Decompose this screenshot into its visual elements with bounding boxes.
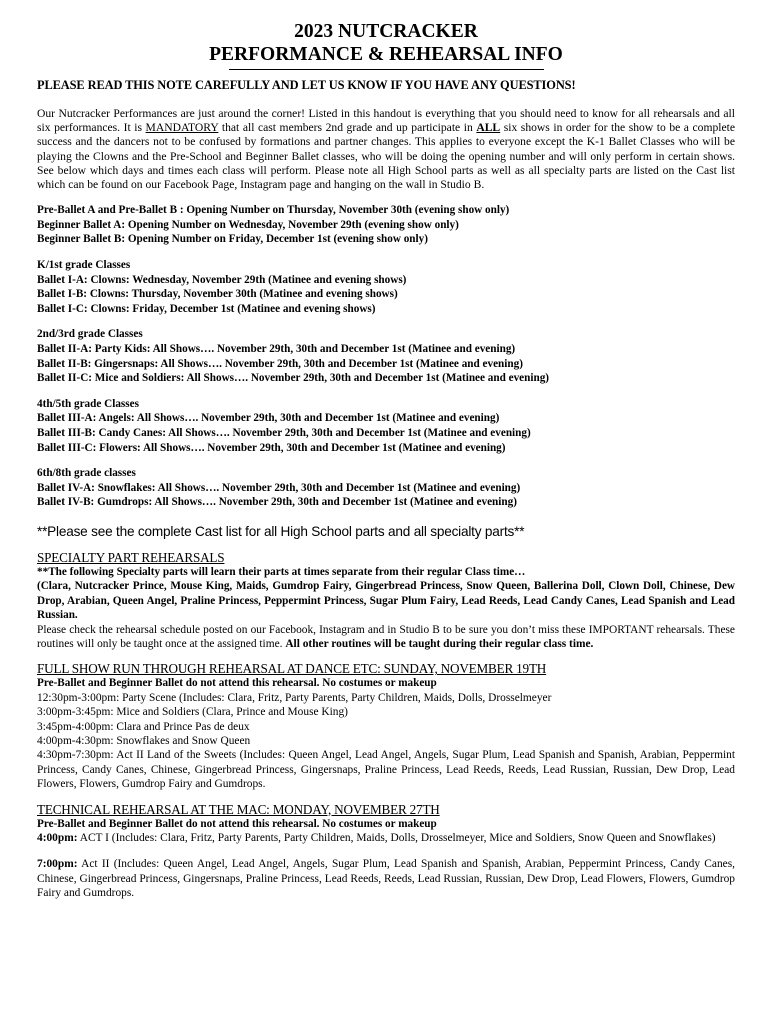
full-show-note: Pre-Ballet and Beginner Ballet do not attend this rehearsal. No costumes or makeup [37,677,437,690]
all-word: ALL [476,121,501,135]
specialty-schedule-text: Please check the rehearsal schedule posted on our Facebook, Instagram and in Studio B to be sure you don’t miss these IMPORTANT rehearsals. These routines will only be taught once at the assigned time. [37,623,735,650]
notice-heading: PLEASE READ THIS NOTE CAREFULLY AND LET US KNOW IF YOU HAVE ANY QUESTIONS! [37,78,576,92]
class-line: Beginner Ballet A: Opening Number on Wednesday, November 29th (evening show only) [37,218,459,231]
class-line: Ballet IV-A: Snowflakes: All Shows…. November 29th, 30th and December 1st (Matinee and evening) [37,481,521,494]
specialty-parts-list: (Clara, Nutcracker Prince, Mouse King, Maids, Gumdrop Fairy, Gingerbread Princess, Snow Queen, Ballerina Doll, Clown Doll, Chinese, Dew Drop, Arabian, Queen Angel, Praline Princess, Peppermint Princess, Sugar Plum Fairy, Lead Reeds, Lead Candy Canes, Lead Spanish and Lead Russian. [37,580,735,622]
document-title [37,20,735,66]
title-line-2: PERFORMANCE & REHEARSAL INFO [209,44,563,65]
schedule-item: 3:45pm-4:00pm: Clara and Prince Pas de deux [37,720,250,733]
intro-text-2: that all cast members 2nd grade and up participate in [218,121,477,135]
act-2-time: 7:00pm: [37,858,78,871]
class-line: Ballet I-A: Clowns: Wednesday, November 29th (Matinee and evening shows) [37,273,407,286]
technical-heading: TECHNICAL REHEARSAL AT THE MAC: MONDAY, NOVEMBER 27TH [37,801,440,817]
intro-paragraph [37,107,735,192]
title-divider [229,69,544,74]
class-line: Beginner Ballet B: Opening Number on Friday, December 1st (evening show only) [37,233,428,246]
specialty-class-note: All other routines will be taught during their regular class time. [285,637,594,650]
schedule-item: 3:00pm-3:45pm: Mice and Soldiers (Clara, Prince and Mouse King) [37,706,348,719]
class-line: Ballet III-C: Flowers: All Shows…. November 29th, 30th and December 1st (Matinee and evening) [37,441,506,454]
specialty-section [37,550,735,651]
schedule-item: 4:30pm-7:30pm: Act II Land of the Sweets (Includes: Queen Angel, Lead Angel, Angels, Sugar Plum, Lead Spanish and Spanish, Arabian, Peppermint Princess, Candy Canes, Chinese, Gingerbread Princess, Gingersnaps, Praline Princess, Lead Reeds, Reeds, Lead Russian, Russian, Dew Drop, Lead Flowers, Flowers, Gumdrop Fairy and Gumdrops. [37,749,735,791]
intro-text-1: Our Nutcracker Performances are just around the corner! Listed in this handout is everything that you should need to know for all rehearsals and all six performances. It is [37,107,735,135]
class-group-heading: K/1st grade Classes [37,259,131,271]
class-line: Ballet I-B: Clowns: Thursday, November 30th (Matinee and evening shows) [37,288,398,301]
class-group-heading: 6th/8th grade classes [37,467,136,480]
class-group-k1 [37,258,735,316]
schedule-item: 4:00pm-4:30pm: Snowflakes and Snow Queen [37,734,251,747]
class-line: Ballet II-C: Mice and Soldiers: All Shows…. November 29th, 30th and December 1st (Matinee and evening) [37,372,550,385]
act-1-text: ACT I (Includes: Clara, Fritz, Party Parents, Party Children, Maids, Dolls, Drosselmeyer, Mice and Soldiers, Snow Queen and Snowflakes) [77,832,716,844]
technical-section [37,802,735,901]
document-page [37,20,735,901]
intro-text-3: six shows in order for the show to be a complete success and the dancers not to be confused by formations and partner changes. This applies to everyone except the K-1 Ballet Classes who will be playing the Clowns and the Pre-School and Beginner Ballet classes, who will be doing the opening number and will only perform in certain shows. See below which days and times each class will perform. Please note all High School parts as well as all specialty parts are listed on the Cast list which can be found on our Facebook Page, Instagram page and hanging on the wall in Studio B. [37,121,735,192]
class-group-4-5 [37,397,735,455]
mandatory-word: MANDATORY [145,121,219,135]
class-line: Ballet II-A: Party Kids: All Shows…. November 29th, 30th and December 1st (Matinee and evening) [37,342,516,355]
act-2-text: Act II (Includes: Queen Angel, Lead Angel, Angels, Sugar Plum, Lead Spanish and Spanish, Arabian, Peppermint Princess, Candy Canes, Chinese, Gingerbread Princess, Gingersnaps, Praline Princess, Lead Reeds, Reeds, Lead Russian, Russian, Dew Drop, Lead Flowers, Flowers, Gumdrop Fairy and Gumdrops. [37,858,735,900]
cast-list-note: **Please see the complete Cast list for all High School parts and all specialty parts** [37,523,525,539]
specialty-intro: **The following Specialty parts will learn their parts at times separate from their regular Class time… [37,565,526,578]
specialty-details [37,623,735,652]
technical-note: Pre-Ballet and Beginner Ballet do not attend this rehearsal. No costumes or makeup [37,817,437,830]
class-line: Ballet I-C: Clowns: Friday, December 1st (Matinee and evening shows) [37,302,376,315]
class-line: Ballet III-B: Candy Canes: All Shows…. November 29th, 30th and December 1st (Matinee and evening) [37,426,531,439]
class-group-2-3 [37,327,735,385]
class-group-6-8 [37,466,735,510]
spacer [37,845,735,857]
class-line: Ballet II-B: Gingersnaps: All Shows…. November 29th, 30th and December 1st (Matinee and evening) [37,357,523,370]
class-line: Ballet III-A: Angels: All Shows…. November 29th, 30th and December 1st (Matinee and evening) [37,412,500,425]
schedule-item: 12:30pm-3:00pm: Party Scene (Includes: Clara, Fritz, Party Parents, Party Children, Maids, Dolls, Drosselmeyer [37,691,552,704]
full-show-section [37,661,735,791]
class-group-heading: 4th/5th grade Classes [37,397,139,410]
class-group-opening [37,203,735,247]
class-line: Pre-Ballet A and Pre-Ballet B : Opening Number on Thursday, November 30th (evening show only) [37,204,510,217]
full-show-heading: FULL SHOW RUN THROUGH REHEARSAL AT DANCE ETC: SUNDAY, NOVEMBER 19TH [37,661,547,677]
technical-act-2 [37,857,735,900]
title-line-1: 2023 NUTCRACKER [294,21,478,42]
technical-act-1 [37,831,735,845]
act-1-time: 4:00pm: [37,832,78,844]
specialty-heading: SPECIALTY PART REHEARSALS [37,549,225,565]
class-group-heading: 2nd/3rd grade Classes [37,328,143,341]
class-line: Ballet IV-B: Gumdrops: All Shows…. November 29th, 30th and December 1st (Matinee and evening) [37,496,517,509]
